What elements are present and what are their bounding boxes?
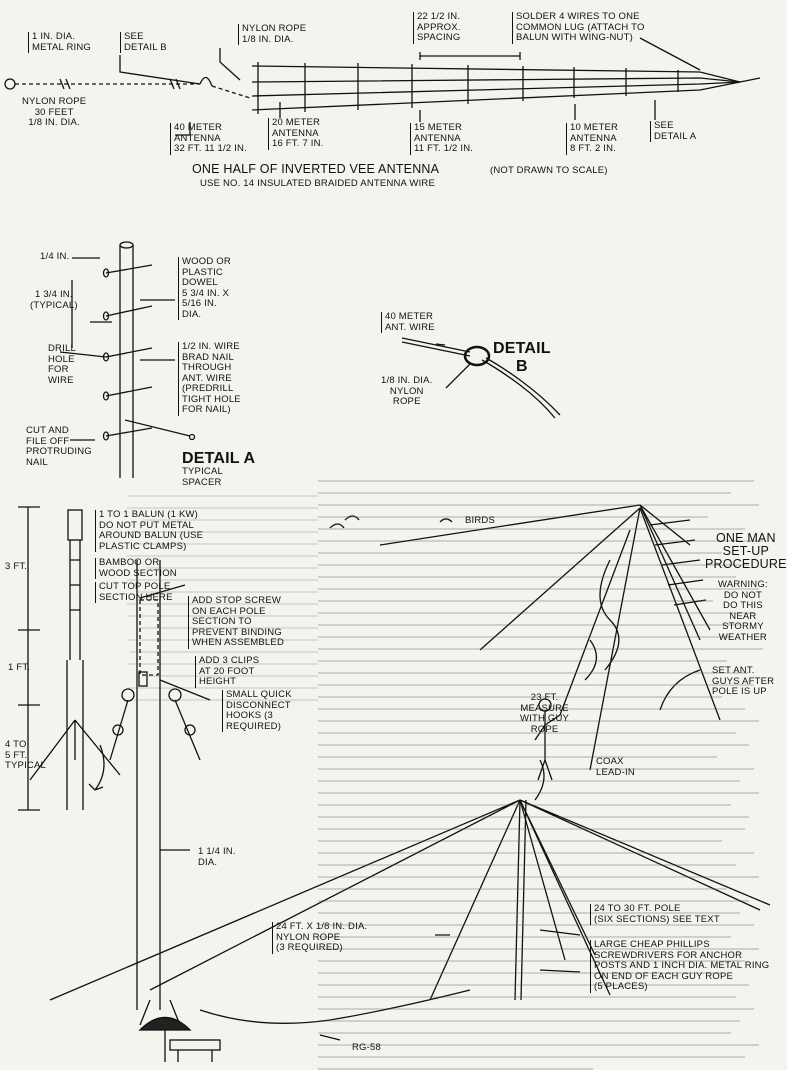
metal-ring-label: 1 IN. DIA. METAL RING [28,32,91,53]
detail-a-title: DETAIL A [182,450,256,467]
spacing-typical-label: 1 3/4 IN. (TYPICAL) [30,289,78,311]
dim-1ft: 1 FT. [8,662,31,673]
detail-b-rope-label: 1/8 IN. DIA. NYLON ROPE [381,375,433,407]
metal-ring [5,79,15,89]
quarter-inch-label: 1/4 IN. [40,251,70,262]
rg58-label: RG-58 [352,1042,381,1053]
see-detail-b-label: SEE DETAIL B [120,32,167,53]
solder-label: SOLDER 4 WIRES TO ONE COMMON LUG (ATTACH TO BALUN WITH WING-NUT) [512,12,645,44]
antenna-20m-label: 20 METER ANTENNA 16 FT. 7 IN. [268,118,324,150]
warning-label: WARNING: DO NOT DO THIS NEAR STORMY WEATHER [718,579,768,643]
antenna-ladder [252,62,760,114]
detail-b-title: DETAIL B [493,340,551,375]
clips-label: ADD 3 CLIPS AT 20 FOOT HEIGHT [195,656,259,688]
antenna-title: ONE HALF OF INVERTED VEE ANTENNA [192,162,440,176]
wire-note: USE NO. 14 INSULATED BRAIDED ANTENNA WIRE [200,178,436,189]
guy-rope-label: 24 FT. X 1/8 IN. DIA. NYLON ROPE (3 REQUIRED) [272,922,367,954]
dim-3ft: 3 FT. [5,561,28,572]
antenna-10m-label: 10 METER ANTENNA 8 FT. 2 IN. [566,123,618,155]
pole-sections-label: 24 TO 30 FT. POLE (SIX SECTIONS) SEE TEXT [590,904,720,925]
cut-top-label: CUT TOP POLE SECTION HERE [95,582,173,603]
see-detail-a-label: SEE DETAIL A [650,121,696,142]
spacing-label: 22 1/2 IN. APPROX. SPACING [413,12,461,44]
pole-diameter-label: 1 1/4 IN. DIA. [198,846,236,868]
dowel-label: WOOD OR PLASTIC DOWEL 5 3/4 IN. X 5/16 IN. DIA. [178,257,231,320]
measure-label: 23 FT. MEASURE WITH GUY ROPE [520,692,570,735]
balun-label: 1 TO 1 BALUN (1 KW) DO NOT PUT METAL AROUND BALUN (USE PLASTIC CLAMPS) [95,510,203,552]
nylon-rope-label: NYLON ROPE 1/8 IN. DIA. [238,24,306,45]
cut-nail-label: CUT AND FILE OFF PROTRUDING NAIL [26,425,92,468]
coax-label: COAX LEAD-IN [596,756,635,778]
setup-title: ONE MAN SET-UP PROCEDURE [705,531,787,571]
hooks-label: SMALL QUICK DISCONNECT HOOKS (3 REQUIRED) [222,690,292,732]
stop-screw-label: ADD STOP SCREW ON EACH POLE SECTION TO PREVENT BINDING WHEN ASSEMBLED [188,596,284,649]
bamboo-label: BAMBOO OR WOOD SECTION [95,558,177,579]
set-guys-label: SET ANT. GUYS AFTER POLE IS UP [712,665,775,697]
detail-b-wire-label: 40 METER ANT. WIRE [381,312,435,333]
antenna-40m-label: 40 METER ANTENNA 32 FT. 11 1/2 IN. [170,123,247,155]
brad-nail-label: 1/2 IN. WIRE BRAD NAIL THROUGH ANT. WIRE (PREDRILL TIGHT HOLE FOR NAIL) [178,342,241,416]
birds-label: BIRDS [465,515,496,526]
dim-4-5ft: 4 TO 5 FT. TYPICAL [5,739,46,771]
nylon-rope-30ft-label: NYLON ROPE 30 FEET 1/8 IN. DIA. [22,96,87,128]
not-to-scale-note: (NOT DRAWN TO SCALE) [490,165,608,176]
antenna-15m-label: 15 METER ANTENNA 11 FT. 1/2 IN. [410,123,473,155]
screwdrivers-label: LARGE CHEAP PHILLIPS SCREWDRIVERS FOR ANCHOR POSTS AND 1 INCH DIA. METAL RING ON END OF EACH GUY ROPE (5 PLACES) [590,940,769,993]
drill-hole-label: DRILL HOLE FOR WIRE [48,343,76,386]
detail-a-subtitle: TYPICAL SPACER [182,466,223,488]
